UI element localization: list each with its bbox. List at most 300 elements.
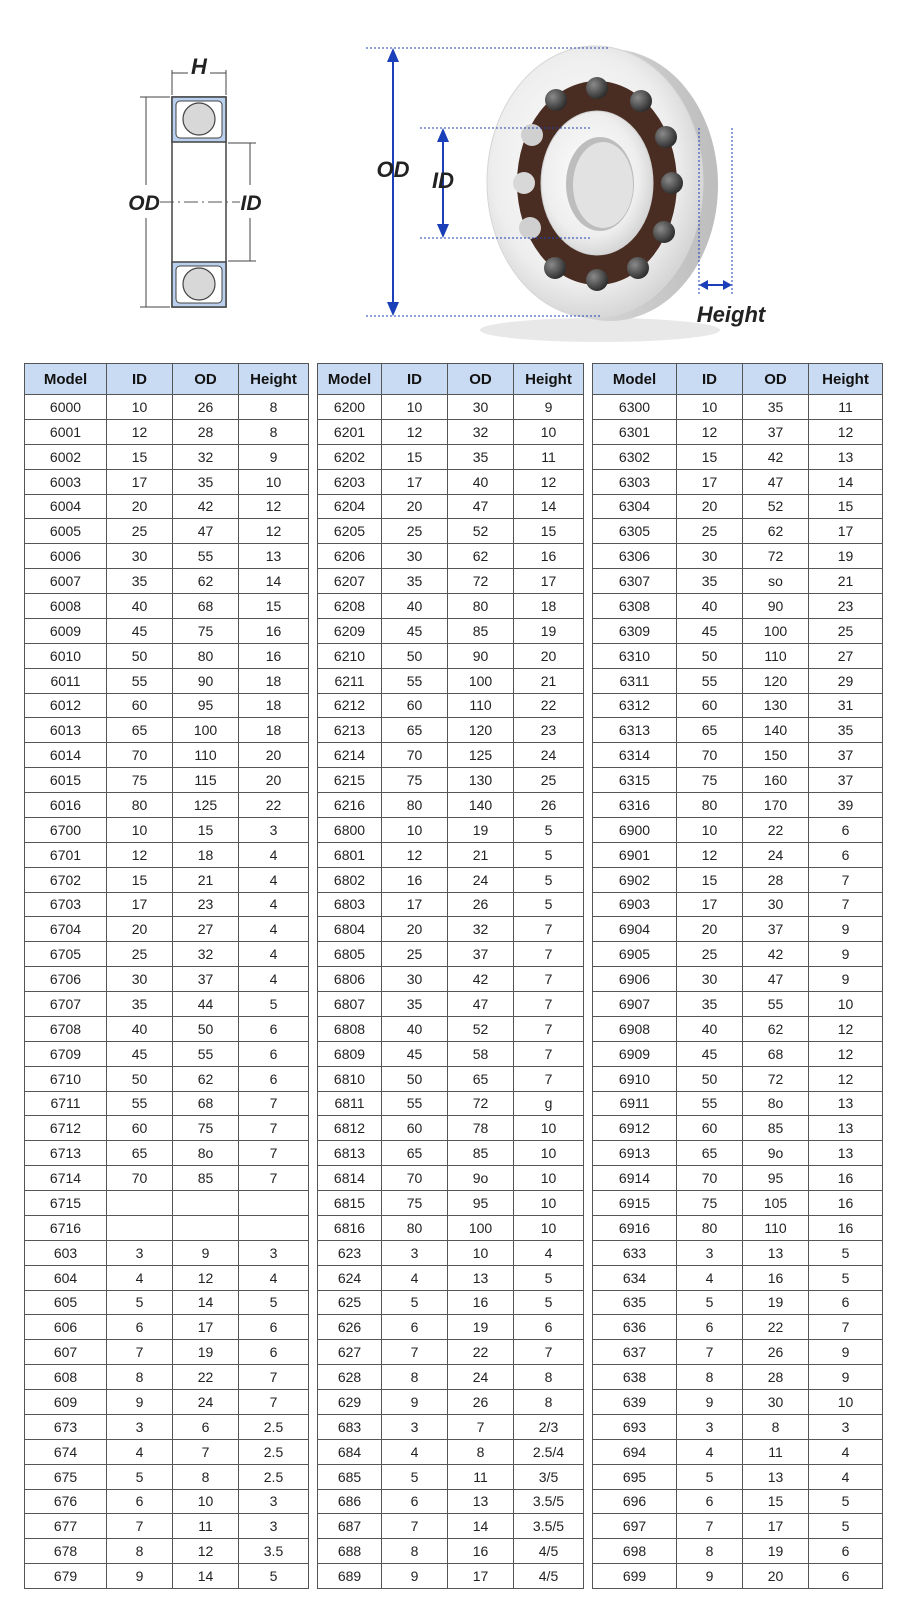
table-cell: 37 xyxy=(809,743,883,768)
table-cell: 4 xyxy=(809,1464,883,1489)
table-cell: 6 xyxy=(514,1315,584,1340)
table-cell: 95 xyxy=(173,693,239,718)
table-row xyxy=(593,892,883,917)
table-cell: 10 xyxy=(107,395,173,420)
table-cell: 7 xyxy=(677,1514,743,1539)
table-cell: 60 xyxy=(677,1116,743,1141)
table-row xyxy=(25,643,309,668)
table-row xyxy=(318,1439,584,1464)
table-cell: 12 xyxy=(107,842,173,867)
table-cell: 6 xyxy=(239,1340,309,1365)
table-cell: 90 xyxy=(743,594,809,619)
table-cell: 120 xyxy=(448,718,514,743)
table-cell: 4 xyxy=(107,1265,173,1290)
table-row xyxy=(318,967,584,992)
table-cell: 6815 xyxy=(318,1191,382,1216)
table-row xyxy=(593,967,883,992)
table-cell: 14 xyxy=(809,469,883,494)
table-row xyxy=(25,1166,309,1191)
table-cell: 7 xyxy=(382,1514,448,1539)
table-cell: 95 xyxy=(448,1191,514,1216)
table-row xyxy=(25,1414,309,1439)
table-cell xyxy=(107,1191,173,1216)
table-cell: 6716 xyxy=(25,1215,107,1240)
table-cell: 6801 xyxy=(318,842,382,867)
table-row xyxy=(593,1315,883,1340)
table-cell: 5 xyxy=(514,817,584,842)
table-cell: 60 xyxy=(382,1116,448,1141)
table-cell: 5 xyxy=(514,1265,584,1290)
table-cell: 16 xyxy=(382,867,448,892)
table-row xyxy=(25,1464,309,1489)
table-cell: 6802 xyxy=(318,867,382,892)
table-cell: 6812 xyxy=(318,1116,382,1141)
table-row xyxy=(593,594,883,619)
table-row xyxy=(593,1091,883,1116)
table-row xyxy=(593,1265,883,1290)
table-cell: 7 xyxy=(514,917,584,942)
table-row xyxy=(25,793,309,818)
table-cell: 17 xyxy=(677,892,743,917)
table-cell: 45 xyxy=(382,1041,448,1066)
table-row xyxy=(593,817,883,842)
table-row xyxy=(318,992,584,1017)
table-cell: 12 xyxy=(809,1066,883,1091)
table-row xyxy=(593,1191,883,1216)
table-cell: 3 xyxy=(809,1414,883,1439)
table-cell: 6010 xyxy=(25,643,107,668)
table-cell: 6006 xyxy=(25,544,107,569)
table-cell: 75 xyxy=(173,1116,239,1141)
table-row xyxy=(593,1240,883,1265)
table-cell: 85 xyxy=(448,618,514,643)
table-row xyxy=(318,1066,584,1091)
table-cell: 6806 xyxy=(318,967,382,992)
table-cell: 55 xyxy=(107,668,173,693)
table-cell: 21 xyxy=(173,867,239,892)
table-cell: 7 xyxy=(239,1091,309,1116)
table-cell: 6 xyxy=(239,1066,309,1091)
column-header-model: Model xyxy=(318,364,382,395)
table-cell: 70 xyxy=(107,743,173,768)
table-cell: 40 xyxy=(677,1016,743,1041)
table-cell: 30 xyxy=(382,544,448,569)
table-row xyxy=(593,1066,883,1091)
table-cell: 6715 xyxy=(25,1191,107,1216)
table-cell: 6714 xyxy=(25,1166,107,1191)
table-cell: 2.5 xyxy=(239,1464,309,1489)
table-row xyxy=(25,817,309,842)
table-cell: 16 xyxy=(809,1215,883,1240)
table-cell: 30 xyxy=(677,544,743,569)
table-cell: 12 xyxy=(107,419,173,444)
table-cell: 5 xyxy=(382,1464,448,1489)
table-cell: 65 xyxy=(107,718,173,743)
table-row xyxy=(593,1390,883,1415)
table-cell: 35 xyxy=(107,569,173,594)
table-cell: 25 xyxy=(382,519,448,544)
table-row xyxy=(318,867,584,892)
table-cell: 40 xyxy=(677,594,743,619)
table-cell: 6804 xyxy=(318,917,382,942)
table-cell: 6909 xyxy=(593,1041,677,1066)
table-cell: 6712 xyxy=(25,1116,107,1141)
table-cell: 52 xyxy=(448,1016,514,1041)
column-header-od: OD xyxy=(173,364,239,395)
table-row xyxy=(318,817,584,842)
table-cell: 35 xyxy=(382,992,448,1017)
table-cell: 110 xyxy=(743,1215,809,1240)
table-cell: 65 xyxy=(382,1141,448,1166)
table-cell: 633 xyxy=(593,1240,677,1265)
table-cell: 18 xyxy=(173,842,239,867)
table-cell: 14 xyxy=(173,1290,239,1315)
table-row xyxy=(593,1141,883,1166)
table-row xyxy=(593,917,883,942)
table-row xyxy=(318,494,584,519)
table-cell: 5 xyxy=(809,1489,883,1514)
table-row xyxy=(318,842,584,867)
table-cell: 42 xyxy=(743,942,809,967)
table-cell: 23 xyxy=(809,594,883,619)
table-cell: 15 xyxy=(239,594,309,619)
table-cell: 26 xyxy=(514,793,584,818)
table-cell: 8 xyxy=(677,1365,743,1390)
bearing-table-1 xyxy=(24,363,309,1589)
table-cell: 685 xyxy=(318,1464,382,1489)
table-cell: 6011 xyxy=(25,668,107,693)
table-cell: 75 xyxy=(382,1191,448,1216)
table-cell: 62 xyxy=(448,544,514,569)
table-cell: 7 xyxy=(239,1365,309,1390)
table-cell: 18 xyxy=(514,594,584,619)
table-cell: 12 xyxy=(677,419,743,444)
table-cell: 27 xyxy=(809,643,883,668)
table-cell: 6904 xyxy=(593,917,677,942)
table-cell: 7 xyxy=(107,1514,173,1539)
table-cell: 47 xyxy=(448,494,514,519)
table-cell: 25 xyxy=(677,942,743,967)
table-cell: 8 xyxy=(239,419,309,444)
table-row xyxy=(25,718,309,743)
table-cell: 674 xyxy=(25,1439,107,1464)
table-cell: 10 xyxy=(382,395,448,420)
table-cell: 25 xyxy=(514,768,584,793)
table-cell: 42 xyxy=(173,494,239,519)
table-row xyxy=(25,618,309,643)
table-cell: 6915 xyxy=(593,1191,677,1216)
table-cell: g xyxy=(514,1091,584,1116)
table-cell: 3.5 xyxy=(239,1539,309,1564)
table-cell: 16 xyxy=(239,643,309,668)
table-row xyxy=(25,1215,309,1240)
table-row xyxy=(318,444,584,469)
table-cell: 32 xyxy=(173,444,239,469)
table-cell: 50 xyxy=(382,1066,448,1091)
table-row xyxy=(593,942,883,967)
table-cell: 115 xyxy=(173,768,239,793)
table-cell: 6207 xyxy=(318,569,382,594)
table-cell: 636 xyxy=(593,1315,677,1340)
table-row xyxy=(25,594,309,619)
table-cell: 6907 xyxy=(593,992,677,1017)
table-row xyxy=(318,1166,584,1191)
table-cell: 24 xyxy=(514,743,584,768)
table-cell: 6912 xyxy=(593,1116,677,1141)
table-cell: 5 xyxy=(677,1290,743,1315)
table-cell: 683 xyxy=(318,1414,382,1439)
table-cell: 6705 xyxy=(25,942,107,967)
table-cell: 24 xyxy=(173,1390,239,1415)
table-cell: 55 xyxy=(173,544,239,569)
table-cell: 50 xyxy=(107,1066,173,1091)
table-cell: 37 xyxy=(743,917,809,942)
table-cell: 19 xyxy=(448,817,514,842)
table-cell: 35 xyxy=(448,444,514,469)
table-cell: 689 xyxy=(318,1564,382,1589)
table-cell: 55 xyxy=(677,1091,743,1116)
table-cell: 35 xyxy=(809,718,883,743)
table-cell: 6800 xyxy=(318,817,382,842)
table-cell: 60 xyxy=(382,693,448,718)
table-cell: 85 xyxy=(173,1166,239,1191)
table-cell: 6 xyxy=(239,1041,309,1066)
table-cell: 6813 xyxy=(318,1141,382,1166)
table-cell: 9 xyxy=(809,917,883,942)
table-cell: 28 xyxy=(743,867,809,892)
table-cell: 5 xyxy=(514,892,584,917)
table-cell: 10 xyxy=(382,817,448,842)
table-cell: 10 xyxy=(677,817,743,842)
table-cell: 2.5 xyxy=(239,1439,309,1464)
table-cell: 70 xyxy=(382,1166,448,1191)
table-cell: 7 xyxy=(809,892,883,917)
table-cell: 11 xyxy=(448,1464,514,1489)
table-cell: 6203 xyxy=(318,469,382,494)
table-cell: 26 xyxy=(448,1390,514,1415)
table-cell: 17 xyxy=(809,519,883,544)
table-cell: 6311 xyxy=(593,668,677,693)
table-cell: 80 xyxy=(382,793,448,818)
table-cell: 15 xyxy=(809,494,883,519)
table-cell: 609 xyxy=(25,1390,107,1415)
table-row xyxy=(318,618,584,643)
table-cell: 62 xyxy=(743,519,809,544)
table-row xyxy=(593,395,883,420)
column-header-model: Model xyxy=(593,364,677,395)
table-cell: 5 xyxy=(239,1564,309,1589)
table-cell: 6 xyxy=(239,1315,309,1340)
table-cell: 100 xyxy=(448,668,514,693)
column-header-od: OD xyxy=(448,364,514,395)
table-row xyxy=(25,1290,309,1315)
table-cell: 6008 xyxy=(25,594,107,619)
table-cell: 30 xyxy=(743,892,809,917)
table-cell: 60 xyxy=(677,693,743,718)
table-cell: 9 xyxy=(677,1564,743,1589)
table-cell: 7 xyxy=(239,1141,309,1166)
table-cell: 72 xyxy=(448,569,514,594)
table-cell: 12 xyxy=(173,1539,239,1564)
table-row xyxy=(593,793,883,818)
table-cell: 8 xyxy=(677,1539,743,1564)
table-cell: 9 xyxy=(382,1564,448,1589)
table-row xyxy=(593,718,883,743)
table-cell: 120 xyxy=(743,668,809,693)
table-cell: 15 xyxy=(743,1489,809,1514)
table-cell: 627 xyxy=(318,1340,382,1365)
table-cell: 40 xyxy=(448,469,514,494)
table-cell: 6708 xyxy=(25,1016,107,1041)
table-cell: 2/3 xyxy=(514,1414,584,1439)
table-cell: 13 xyxy=(239,544,309,569)
table-row xyxy=(593,1489,883,1514)
table-cell: 6908 xyxy=(593,1016,677,1041)
table-cell: 5 xyxy=(677,1464,743,1489)
table-cell: 5 xyxy=(239,1290,309,1315)
table-cell: 25 xyxy=(677,519,743,544)
id-label-left: ID xyxy=(240,192,262,215)
table-cell: 625 xyxy=(318,1290,382,1315)
table-cell: 6004 xyxy=(25,494,107,519)
table-cell: 6206 xyxy=(318,544,382,569)
table-cell: 696 xyxy=(593,1489,677,1514)
table-row xyxy=(593,693,883,718)
table-cell: 6905 xyxy=(593,942,677,967)
table-cell: 35 xyxy=(382,569,448,594)
table-cell: 4 xyxy=(239,842,309,867)
table-cell: 6902 xyxy=(593,867,677,892)
table-cell: 626 xyxy=(318,1315,382,1340)
table-row xyxy=(593,569,883,594)
table-cell: 8 xyxy=(514,1365,584,1390)
column-header-id: ID xyxy=(382,364,448,395)
table-cell: 6 xyxy=(107,1315,173,1340)
table-cell: 6316 xyxy=(593,793,677,818)
table-cell: 17 xyxy=(677,469,743,494)
table-cell: 6 xyxy=(382,1489,448,1514)
table-cell: 45 xyxy=(382,618,448,643)
table-cell: 52 xyxy=(743,494,809,519)
table-row xyxy=(318,1041,584,1066)
table-row xyxy=(318,1265,584,1290)
table-row xyxy=(318,1489,584,1514)
table-cell: 17 xyxy=(382,892,448,917)
table-cell: 160 xyxy=(743,768,809,793)
table-cell: 5 xyxy=(514,867,584,892)
table-row xyxy=(25,1489,309,1514)
table-cell: 55 xyxy=(382,668,448,693)
table-cell: 10 xyxy=(107,817,173,842)
table-cell: 6700 xyxy=(25,817,107,842)
table-cell: 40 xyxy=(107,594,173,619)
table-cell xyxy=(239,1191,309,1216)
table-row xyxy=(593,544,883,569)
height-label: Height xyxy=(696,302,766,327)
table-cell: 29 xyxy=(809,668,883,693)
table-cell: 95 xyxy=(743,1166,809,1191)
table-cell: 80 xyxy=(448,594,514,619)
table-cell: 14 xyxy=(514,494,584,519)
table-cell: 31 xyxy=(809,693,883,718)
table-row xyxy=(318,1016,584,1041)
table-cell: 7 xyxy=(173,1439,239,1464)
table-cell: 140 xyxy=(743,718,809,743)
table-cell: 17 xyxy=(382,469,448,494)
table-cell: 10 xyxy=(173,1489,239,1514)
table-row xyxy=(318,743,584,768)
table-cell: 32 xyxy=(448,917,514,942)
table-row xyxy=(25,693,309,718)
table-cell: 6906 xyxy=(593,967,677,992)
table-row xyxy=(25,892,309,917)
table-cell xyxy=(173,1215,239,1240)
table-cell: 9o xyxy=(743,1141,809,1166)
column-header-model: Model xyxy=(25,364,107,395)
table-cell: 3 xyxy=(382,1240,448,1265)
table-row xyxy=(318,1414,584,1439)
table-cell: 9 xyxy=(514,395,584,420)
table-cell: 697 xyxy=(593,1514,677,1539)
table-row xyxy=(593,768,883,793)
table-cell: 15 xyxy=(677,867,743,892)
table-cell: 7 xyxy=(107,1340,173,1365)
table-cell: 37 xyxy=(173,967,239,992)
table-cell: 110 xyxy=(173,743,239,768)
table-cell: 6009 xyxy=(25,618,107,643)
table-row xyxy=(593,668,883,693)
table-cell: 65 xyxy=(677,1141,743,1166)
table-row xyxy=(593,1215,883,1240)
table-cell: 4 xyxy=(239,942,309,967)
table-cell: 19 xyxy=(448,1315,514,1340)
table-cell: 45 xyxy=(677,1041,743,1066)
table-cell: 28 xyxy=(173,419,239,444)
table-row xyxy=(318,718,584,743)
table-cell: 55 xyxy=(677,668,743,693)
table-cell: 60 xyxy=(107,693,173,718)
h-label: H xyxy=(191,54,207,79)
table-cell: 6201 xyxy=(318,419,382,444)
table-cell: 30 xyxy=(107,967,173,992)
table-cell: 15 xyxy=(514,519,584,544)
table-cell: 7 xyxy=(514,967,584,992)
table-cell: 13 xyxy=(743,1240,809,1265)
table-cell: 8 xyxy=(743,1414,809,1439)
table-cell: 20 xyxy=(107,494,173,519)
table-cell: 100 xyxy=(173,718,239,743)
table-row xyxy=(593,444,883,469)
table-cell: 4 xyxy=(239,892,309,917)
table-cell: 45 xyxy=(107,1041,173,1066)
table-cell: 6 xyxy=(809,842,883,867)
table-cell: 130 xyxy=(743,693,809,718)
column-header-height: Height xyxy=(239,364,309,395)
table-cell: 629 xyxy=(318,1390,382,1415)
table-row xyxy=(318,668,584,693)
table-row xyxy=(25,1564,309,1589)
table-cell: 677 xyxy=(25,1514,107,1539)
table-cell: 68 xyxy=(743,1041,809,1066)
table-cell: 6809 xyxy=(318,1041,382,1066)
table-cell: 65 xyxy=(107,1141,173,1166)
table-cell: 608 xyxy=(25,1365,107,1390)
table-cell: 9 xyxy=(382,1390,448,1415)
table-cell: 10 xyxy=(809,992,883,1017)
table-cell: 9 xyxy=(809,942,883,967)
table-cell: 6 xyxy=(809,817,883,842)
table-cell: 35 xyxy=(107,992,173,1017)
